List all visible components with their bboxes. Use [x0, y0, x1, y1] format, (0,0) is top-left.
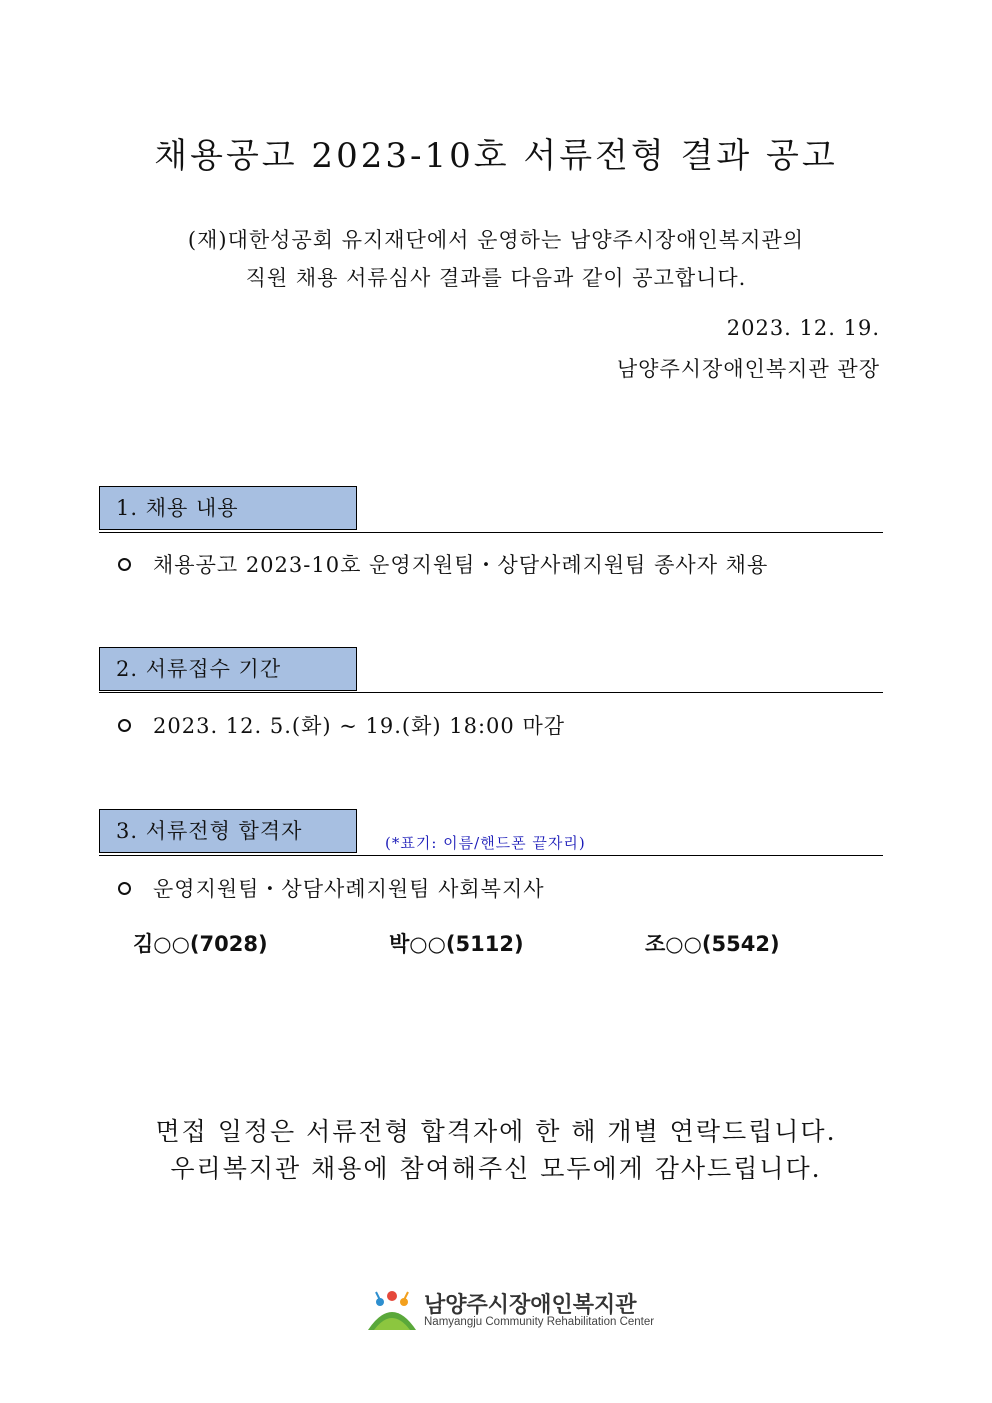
page-title: 채용공고 2023-10호 서류전형 결과 공고 — [154, 136, 838, 176]
bullet-circle-icon — [118, 882, 131, 895]
section-2-text: 2023. 12. 5.(화) ~ 19.(화) 18:00 마감 — [153, 714, 566, 738]
section-1-divider — [99, 532, 883, 533]
section-1-item — [118, 549, 768, 579]
section-1-heading: 1. 채용 내용 — [99, 486, 357, 530]
intro-line-2: 직원 채용 서류심사 결과를 다음과 같이 공고합니다. — [245, 266, 747, 290]
closing-line-1: 면접 일정은 서류전형 합격자에 한 해 개별 연락드립니다. — [155, 1117, 837, 1146]
section-3-text: 운영지원팀・상담사례지원팀 사회복지사 — [153, 877, 545, 901]
bullet-circle-icon — [118, 558, 131, 571]
announcement-date: 2023. 12. 19. — [726, 316, 880, 340]
logo-name-english: Namyangju Community Rehabilitation Center — [424, 1316, 655, 1328]
intro-line-1: (재)대한성공회 유지재단에서 운영하는 남양주시장애인복지관의 — [187, 228, 805, 252]
section-3-item — [118, 873, 545, 903]
passer-2: 박○○(5112) — [389, 932, 524, 956]
signature: 남양주시장애인복지관 관장 — [616, 357, 880, 381]
section-1-text: 채용공고 2023-10호 운영지원팀・상담사례지원팀 종사자 채용 — [153, 553, 769, 577]
bullet-circle-icon — [118, 719, 131, 732]
section-2-divider — [99, 692, 883, 693]
center-logo-icon — [366, 1284, 418, 1332]
closing-line-2: 우리복지관 채용에 참여해주신 모두에게 감사드립니다. — [170, 1154, 822, 1183]
logo-name-korean: 남양주시장애인복지관 — [424, 1293, 637, 1318]
section-3-heading: 3. 서류전형 합격자 — [99, 809, 357, 853]
passer-3: 조○○(5542) — [645, 932, 780, 956]
section-2-item — [118, 710, 565, 740]
passer-1: 김○○(7028) — [133, 932, 268, 956]
section-3-note: (*표기: 이름/핸드폰 끝자리) — [385, 834, 586, 852]
section-3-divider — [99, 855, 883, 856]
section-2-heading: 2. 서류접수 기간 — [99, 647, 357, 691]
